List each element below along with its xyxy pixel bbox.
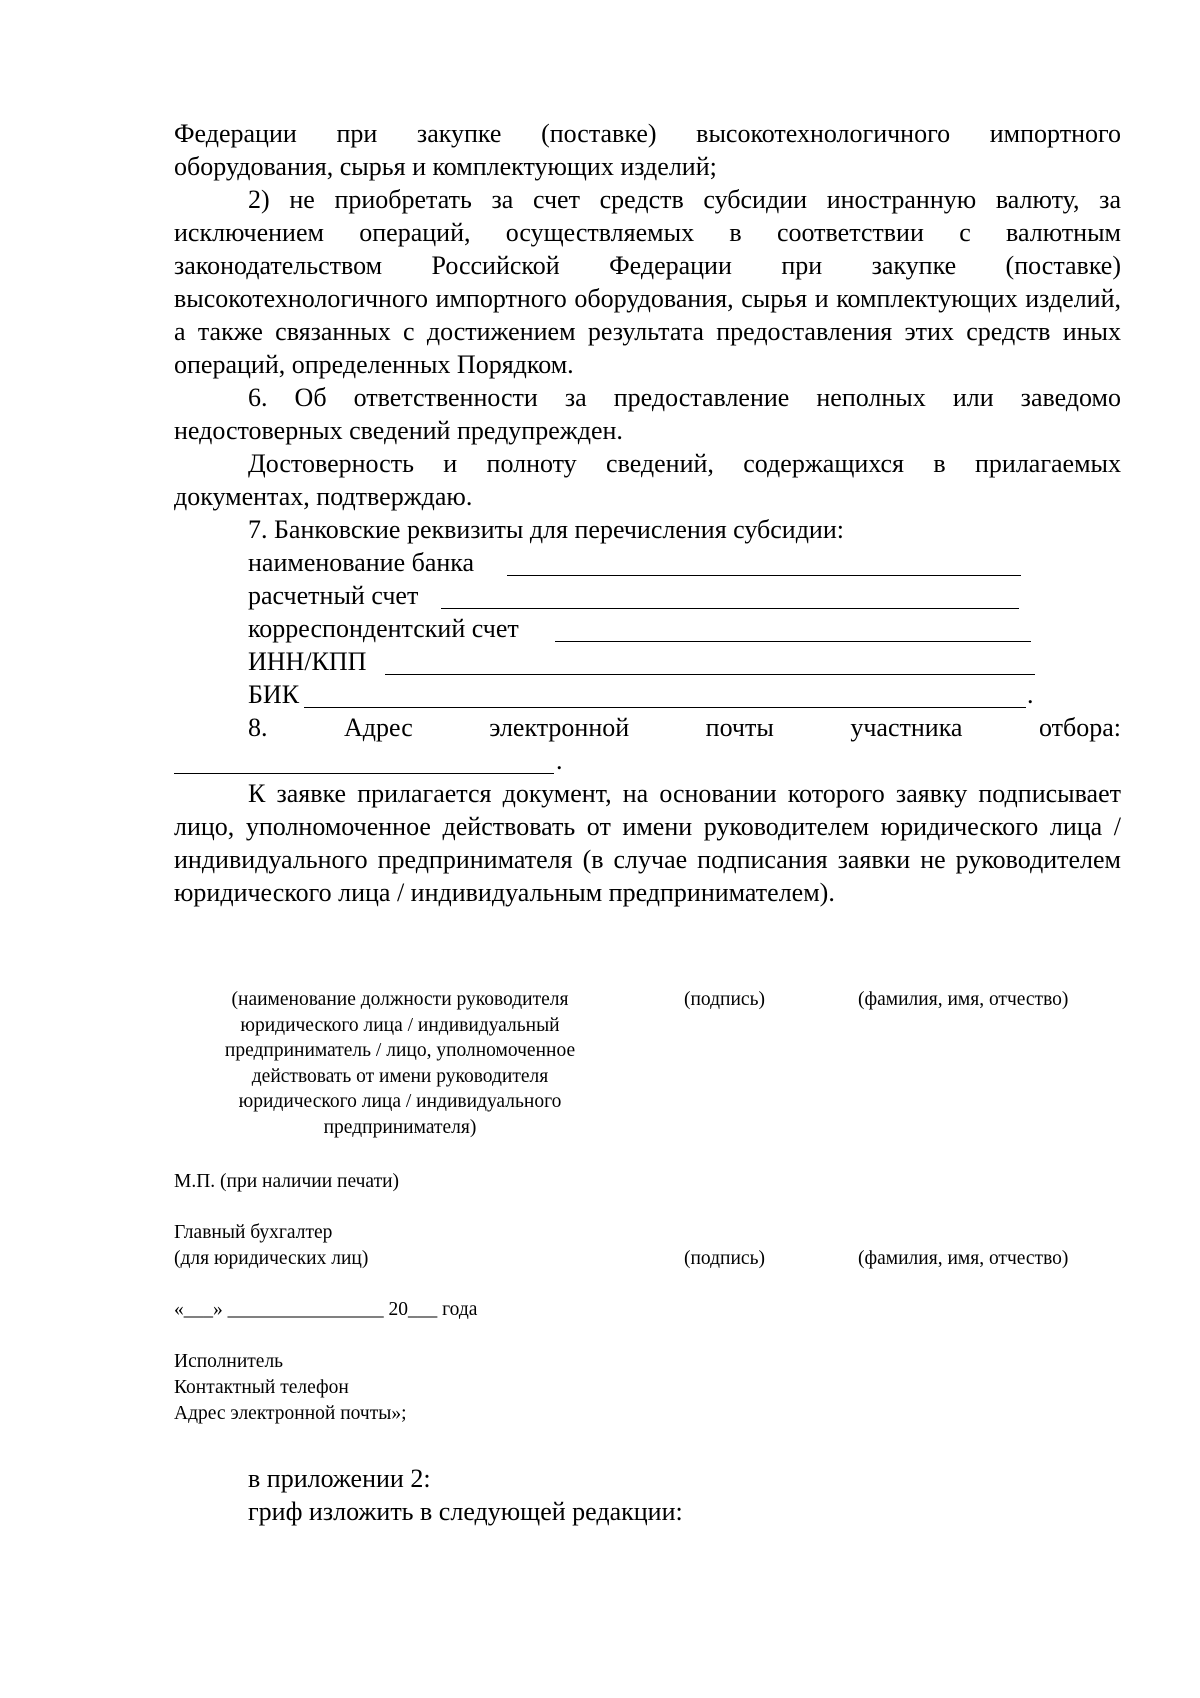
bik-blank[interactable]: [304, 707, 1026, 708]
bank-name-label: наименование банка: [248, 548, 475, 577]
paragraph-item-6: 6. Об ответственности за предоставление неполных или заведомо недостоверных сведений предупрежден.: [174, 383, 1121, 445]
paragraph-attachment: К заявке прилагается документ, на основании которого заявку подписывает лицо, уполномоченное действовать от имени руководителем юридического лица / индивидуального предпринимателя (в случае подписания заявки не руководителем юридического лица / индивидуальным предпринимателем).: [174, 779, 1121, 907]
email-blank[interactable]: [174, 773, 554, 774]
fio-caption: (фамилия, имя, отчество): [858, 989, 1069, 1010]
date-line: «___» ________________ 20___ года: [174, 1299, 478, 1320]
bank-name-blank[interactable]: [507, 575, 1021, 576]
account-label: расчетный счет: [248, 581, 419, 610]
inn-kpp-label: ИНН/КПП: [248, 647, 367, 676]
email-period: .: [556, 746, 563, 775]
signature-caption-accountant: (подпись): [684, 1248, 765, 1269]
paragraph-continuation-line-2: оборудования, сырья и комплектующих изделий;: [174, 152, 717, 181]
paragraph-confirmation: Достоверность и полноту сведений, содержащихся в прилагаемых документах, подтверждаю.: [174, 449, 1121, 511]
signature-caption: (подпись): [684, 989, 765, 1010]
corr-account-blank[interactable]: [555, 641, 1031, 642]
paragraph-item-2: 2) не приобретать за счет средств субсидии иностранную валюту, за исключением операций, осуществляемых в соответствии с валютным законодательством Российской Федерации при закупке (поставке) высокотехнологичного импортного оборудования, сырья и комплектующих изделий, а также связанных с достижением результата предоставления этих средств иных операций, определенных Порядком.: [174, 185, 1121, 379]
bik-label: БИК: [248, 680, 300, 709]
chief-accountant-label: Главный бухгалтер: [174, 1222, 333, 1243]
chief-accountant-note: (для юридических лиц): [174, 1248, 369, 1269]
phone-label: Контактный телефон: [174, 1377, 349, 1398]
bank-details-title: 7. Банковские реквизиты для перечисления субсидии:: [248, 515, 844, 544]
paragraph-continuation-line-1: Федерации при закупке (поставке) высокотехнологичного импортного: [174, 119, 1121, 148]
position-caption: (наименование должности руководителя юридического лица / индивидуальный предприниматель / лицо, уполномоченное действовать от имени руководителя юридического лица / индивидуального предпринимателя): [224, 989, 576, 1138]
fio-caption-accountant: (фамилия, имя, отчество): [858, 1248, 1069, 1269]
email-label: Адрес электронной почты»;: [174, 1403, 407, 1424]
paragraph-continuation: [174, 117, 1121, 183]
corr-account-label: корреспондентский счет: [248, 614, 519, 643]
appendix-reference: в приложении 2:: [248, 1464, 431, 1493]
stamp-note: М.П. (при наличии печати): [174, 1171, 400, 1192]
executor-label: Исполнитель: [174, 1351, 284, 1372]
inn-kpp-blank[interactable]: [385, 674, 1035, 675]
account-blank[interactable]: [441, 608, 1019, 609]
email-item: [174, 711, 1121, 744]
email-item-line: 8. Адрес электронной почты участника отбора:: [248, 713, 1121, 742]
bik-period: .: [1027, 680, 1034, 709]
appendix-instruction: гриф изложить в следующей редакции:: [248, 1497, 683, 1526]
